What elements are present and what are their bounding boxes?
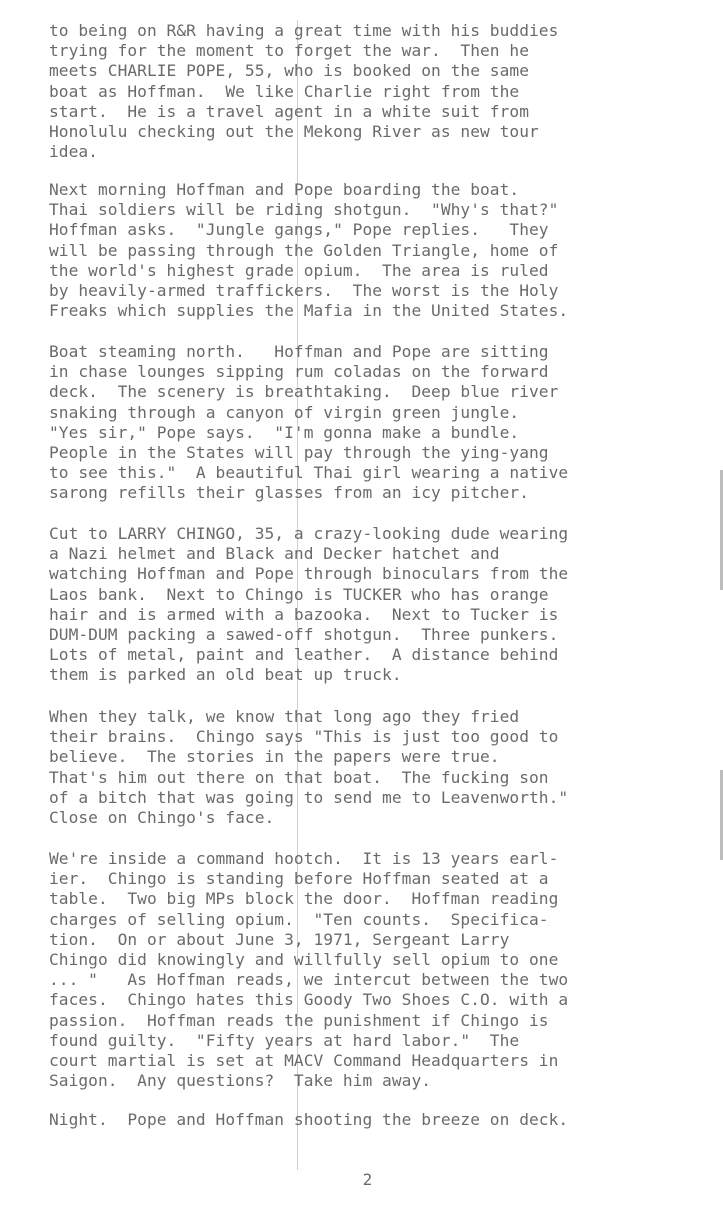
text-line: believe. The stories in the papers were true. — [49, 747, 500, 767]
text-line: them is parked an old beat up truck. — [49, 665, 402, 685]
text-line: Night. Pope and Hoffman shooting the breeze on deck. — [49, 1110, 569, 1129]
text-line: will be passing through the Golden Triangle, home of — [49, 240, 559, 260]
text-line: That's him out there on that boat. The fucking son — [49, 767, 549, 787]
text-line: to see this." A beautiful Thai girl wearing a native — [49, 463, 569, 483]
text-line: meets CHARLIE POPE, 55, who is booked on the same — [49, 61, 529, 81]
text-line: passion. Hoffman reads the punishment if Chingo is — [49, 1010, 549, 1030]
text-line: ... " As Hoffman reads, we intercut between the two — [49, 970, 569, 990]
paragraph-they-talk — [49, 707, 568, 828]
paragraph-night — [49, 1110, 568, 1130]
text-line: a Nazi helmet and Black and Decker hatchet and — [49, 544, 500, 564]
text-line: in chase lounges sipping rum coladas on the forward — [49, 362, 549, 382]
text-line: trying for the moment to forget the war. Then he — [49, 41, 529, 61]
text-line: Saigon. Any questions? Take him away. — [49, 1071, 432, 1091]
paragraph-boarding — [49, 180, 568, 321]
text-line: hair and is armed with a bazooka. Next to Tucker is — [49, 604, 559, 624]
paragraph-command-hootch — [49, 849, 568, 1091]
text-line: faces. Chingo hates this Goody Two Shoes C.O. with a — [49, 990, 569, 1010]
text-line: their brains. Chingo says "This is just too good to — [49, 727, 559, 747]
page-number: 2 — [362, 1170, 373, 1189]
text-line: "Yes sir," Pope says. "I'm gonna make a bundle. — [49, 422, 520, 442]
text-line: by heavily-armed traffickers. The worst is the Holy — [49, 280, 559, 300]
text-line: idea. — [49, 142, 98, 162]
paragraph-boat-steaming — [49, 342, 568, 504]
paragraph-r-and-r — [49, 21, 558, 162]
text-line: found guilty. "Fifty years at hard labor." The — [49, 1030, 520, 1050]
text-line: of a bitch that was going to send me to Leavenworth." — [49, 787, 569, 807]
text-line: Lots of metal, paint and leather. A distance behind — [49, 645, 559, 665]
text-line: the world's highest grade opium. The area is ruled — [49, 260, 549, 280]
text-line: Next morning Hoffman and Pope boarding the boat. — [49, 180, 520, 199]
text-line: Hoffman asks. "Jungle gangs," Pope replies. They — [49, 220, 549, 240]
text-line: Chingo did knowingly and willfully sell opium to one — [49, 949, 559, 969]
text-line: tion. On or about June 3, 1971, Sergeant Larry — [49, 929, 510, 949]
text-line: sarong refills their glasses from an icy pitcher. — [49, 483, 529, 503]
text-line: Cut to LARRY CHINGO, 35, a crazy-looking dude wearing — [49, 524, 569, 543]
text-line: to being on R&R having a great time with his buddies — [49, 21, 559, 40]
text-line: deck. The scenery is breathtaking. Deep blue river — [49, 382, 559, 402]
text-line: table. Two big MPs block the door. Hoffman reading — [49, 889, 559, 909]
text-line: watching Hoffman and Pope through binoculars from the — [49, 564, 569, 584]
text-line: charges of selling opium. "Ten counts. Specifica- — [49, 909, 549, 929]
text-line: Boat steaming north. Hoffman and Pope are sitting — [49, 342, 549, 361]
text-line: Honolulu checking out the Mekong River as new tour — [49, 121, 539, 141]
text-line: court martial is set at MACV Command Headquarters in — [49, 1050, 559, 1070]
text-line: snaking through a canyon of virgin green jungle. — [49, 402, 520, 422]
text-line: Close on Chingo's face. — [49, 807, 275, 827]
text-line: Freaks which supplies the Mafia in the United States. — [49, 301, 569, 321]
text-line: Laos bank. Next to Chingo is TUCKER who has orange — [49, 584, 549, 604]
text-line: We're inside a command hootch. It is 13 years earl- — [49, 849, 559, 868]
text-line: start. He is a travel agent in a white suit from — [49, 101, 529, 121]
text-line: People in the States will pay through the ying-yang — [49, 442, 549, 462]
text-line: boat as Hoffman. We like Charlie right from the — [49, 81, 520, 101]
text-line: DUM-DUM packing a sawed-off shotgun. Three punkers. — [49, 624, 559, 644]
paragraph-chingo-intro — [49, 524, 568, 686]
text-line: Thai soldiers will be riding shotgun. "Why's that?" — [49, 200, 559, 220]
text-line: When they talk, we know that long ago they fried — [49, 707, 520, 726]
text-line: ier. Chingo is standing before Hoffman seated at a — [49, 869, 549, 889]
